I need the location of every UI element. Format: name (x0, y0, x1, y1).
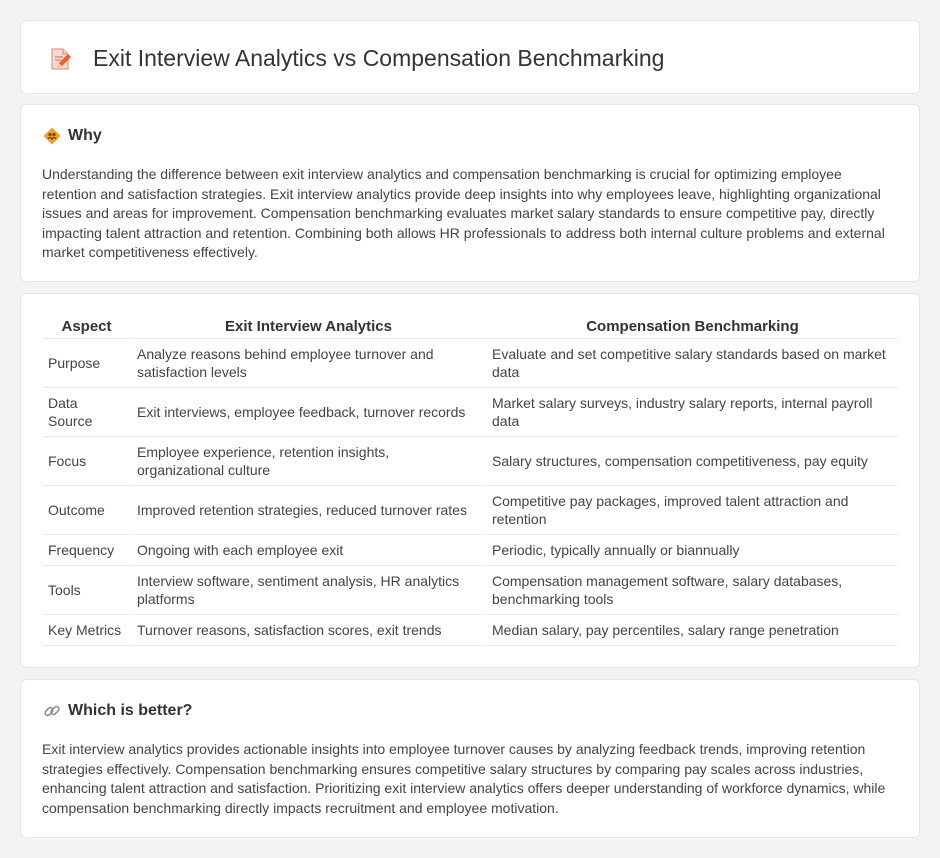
cell-comp: Salary structures, compensation competitiveness, pay equity (486, 436, 898, 485)
why-title: Why (68, 127, 102, 144)
cell-aspect: Frequency (43, 534, 131, 565)
comparison-table (43, 316, 898, 646)
link-icon (43, 702, 61, 720)
cell-exit: Ongoing with each employee exit (131, 534, 486, 565)
cell-aspect: Tools (43, 565, 131, 614)
page-title: Exit Interview Analytics vs Compensation Benchmarking (93, 45, 665, 71)
cell-comp: Evaluate and set competitive salary standards based on market data (486, 338, 898, 387)
table-row (43, 534, 898, 565)
cell-comp: Periodic, typically annually or biannually (486, 534, 898, 565)
diamond-people-icon (43, 127, 61, 145)
column-header-exit-interview: Exit Interview Analytics (131, 316, 486, 338)
table-row (43, 387, 898, 436)
title-row (47, 45, 664, 72)
cell-exit: Exit interviews, employee feedback, turnover records (131, 387, 486, 436)
table-header-row (43, 316, 898, 338)
cell-aspect: Data Source (43, 387, 131, 436)
column-header-aspect: Aspect (43, 316, 131, 338)
cell-exit: Employee experience, retention insights, organizational culture (131, 436, 486, 485)
cell-comp: Median salary, pay percentiles, salary range penetration (486, 614, 898, 645)
cell-aspect: Focus (43, 436, 131, 485)
table-row (43, 338, 898, 387)
cell-aspect: Outcome (43, 485, 131, 534)
table-row (43, 485, 898, 534)
why-card (20, 104, 920, 282)
cell-aspect: Purpose (43, 338, 131, 387)
cell-aspect: Key Metrics (43, 614, 131, 645)
cell-exit: Interview software, sentiment analysis, HR analytics platforms (131, 565, 486, 614)
cell-comp: Market salary surveys, industry salary reports, internal payroll data (486, 387, 898, 436)
why-text: Understanding the difference between exit interview analytics and compensation benchmarking is crucial for optimizing employee retention and satisfaction strategies. Exit interview analytics provide deep insights into why employees leave, highlighting organizational issues and areas for improvement. Compensation benchmarking evaluates market salary standards to ensure competitive pay, directly impacting talent attraction and retention. Combining both allows HR professionals to address both internal culture problems and external market competitiveness effectively. (42, 166, 885, 260)
cell-exit: Improved retention strategies, reduced turnover rates (131, 485, 486, 534)
cell-exit: Analyze reasons behind employee turnover and satisfaction levels (131, 338, 486, 387)
cell-comp: Competitive pay packages, improved talent attraction and retention (486, 485, 898, 534)
cell-exit: Turnover reasons, satisfaction scores, exit trends (131, 614, 486, 645)
cell-comp: Compensation management software, salary databases, benchmarking tools (486, 565, 898, 614)
better-header (43, 702, 192, 720)
table-row (43, 614, 898, 645)
table-row (43, 565, 898, 614)
table-row (43, 436, 898, 485)
column-header-compensation: Compensation Benchmarking (486, 316, 898, 338)
title-card (20, 20, 920, 94)
document-pencil-icon (47, 46, 73, 72)
why-header (43, 127, 102, 145)
which-is-better-card (20, 679, 920, 838)
comparison-card (20, 293, 920, 668)
better-title: Which is better? (68, 702, 193, 719)
better-text: Exit interview analytics provides actionable insights into employee turnover causes by analyzing feedback trends, improving retention strategies effectively. Compensation benchmarking ensures competitive salary structures by comparing pay scales across industries, enhancing talent attraction and satisfaction. Prioritizing exit interview analytics offers deeper understanding of workforce dynamics, while compensation benchmarking directly impacts recruitment and employee motivation. (42, 741, 886, 816)
